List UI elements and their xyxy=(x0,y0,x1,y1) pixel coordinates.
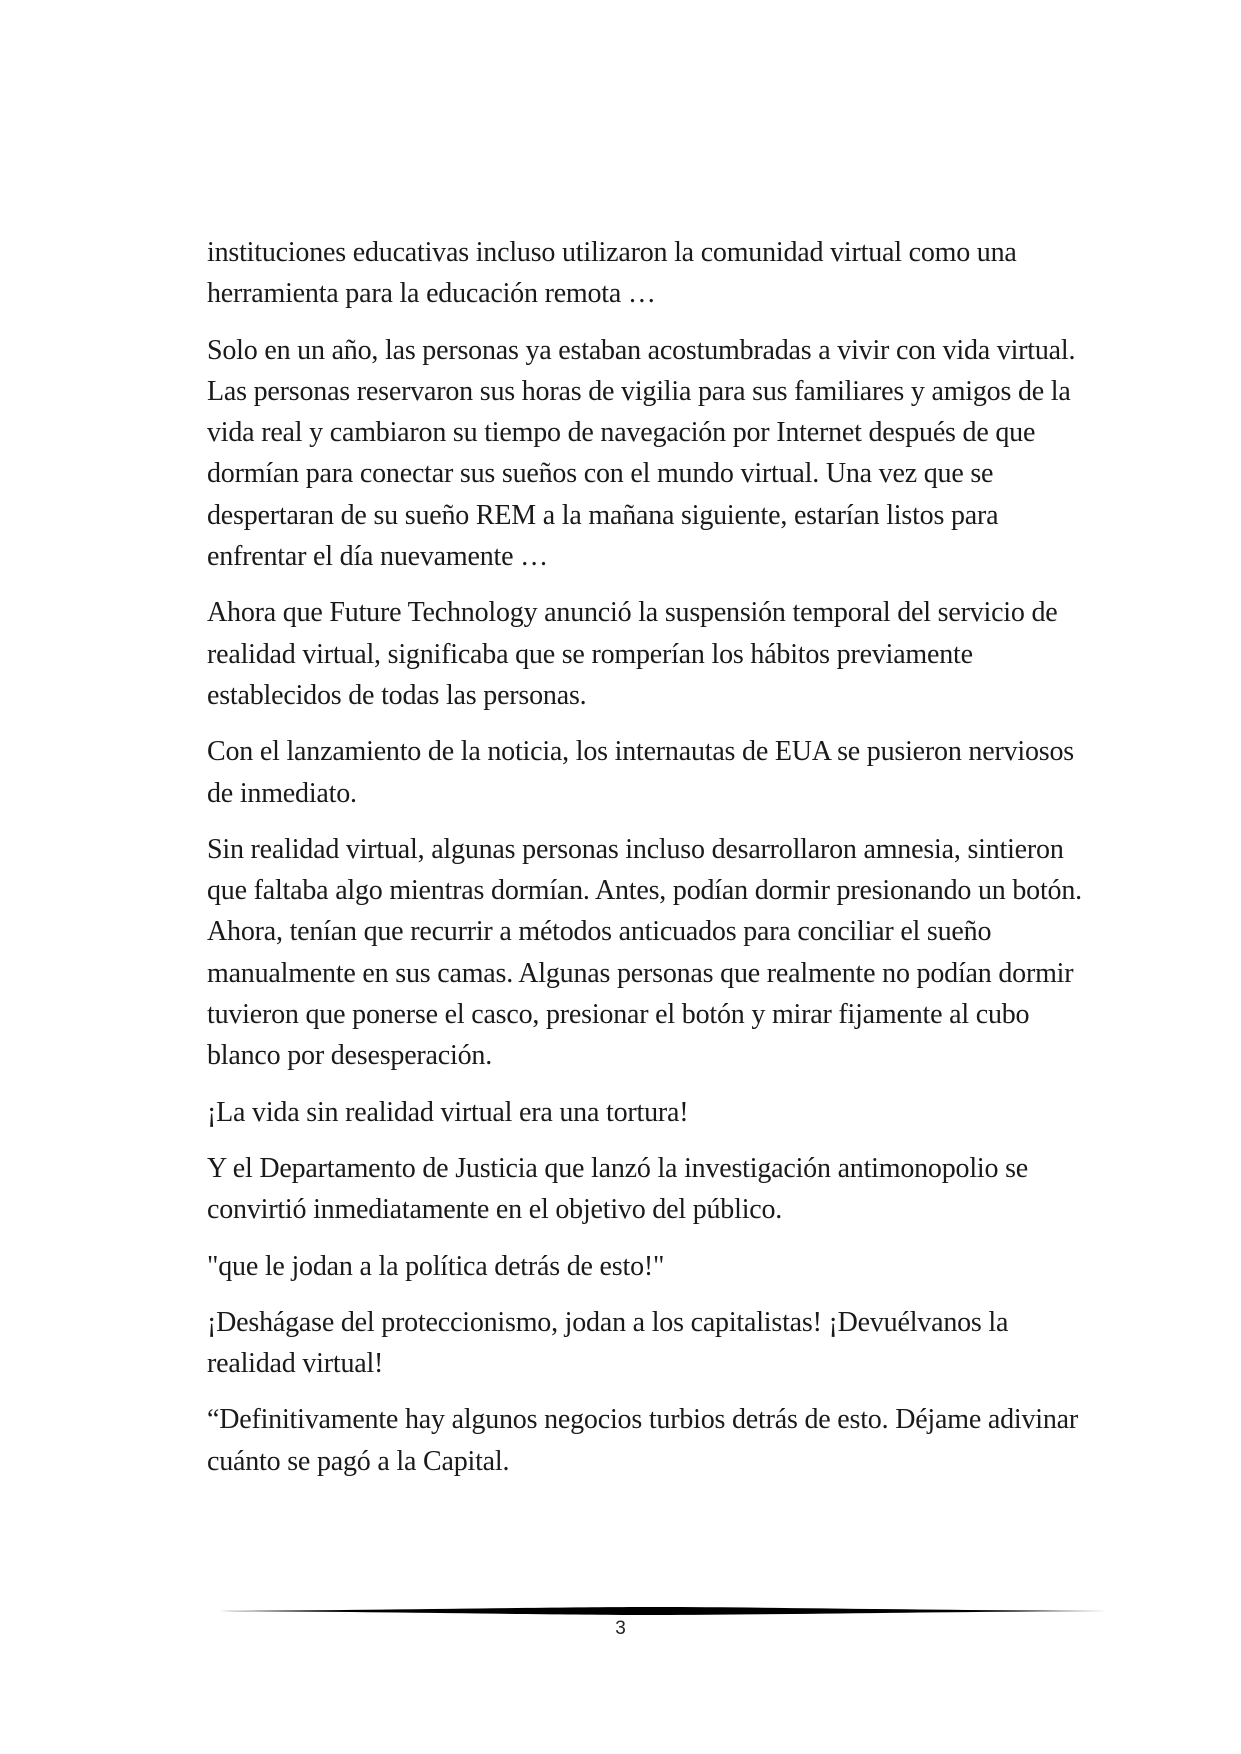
paragraph-6: ¡La vida sin realidad virtual era una tortura! xyxy=(207,1096,689,1128)
paragraph-1: instituciones educativas incluso utilizaron la comunidad virtual como una herramienta para la educación remota … xyxy=(207,237,1017,310)
page-number: 3 xyxy=(615,1618,626,1639)
footer-divider xyxy=(207,1605,1107,1617)
paragraph-4: Con el lanzamiento de la noticia, los internautas de EUA se pusieron nerviosos de inmediato. xyxy=(207,736,1074,809)
paragraph-9: ¡Deshágase del proteccionismo, jodan a los capitalistas! ¡Devuélvanos la realidad virtual! xyxy=(207,1306,1009,1380)
body-text xyxy=(207,232,1087,1497)
paragraph-10: “Definitivamente hay algunos negocios turbios detrás de esto. Déjame adivinar cuánto se pagó a la Capital. xyxy=(207,1404,1078,1477)
paragraph-8: "que le jodan a la política detrás de esto!" xyxy=(207,1250,665,1282)
paragraph-7: Y el Departamento de Justicia que lanzó la investigación antimonopolio se convirtió inmediatamente en el objetivo del público. xyxy=(207,1152,1029,1226)
paragraph-5: Sin realidad virtual, algunas personas incluso desarrollaron amnesia, sintieron que faltaba algo mientras dormían. Antes, podían dormir presionando un botón. Ahora, tenían que recurrir a métodos anticuados para conciliar el sueño manualmente en sus camas. Algunas personas que realmente no podían dormir tuvieron que ponerse el casco, presionar el botón y mirar fijamente al cubo blanco por desesperación. xyxy=(207,833,1082,1072)
paragraph-3: Ahora que Future Technology anunció la suspensión temporal del servicio de realidad virtual, significaba que se romperían los hábitos previamente establecidos de todas las personas. xyxy=(207,597,1058,711)
paragraph-2: Solo en un año, las personas ya estaban acostumbradas a vivir con vida virtual. Las personas reservaron sus horas de vigilia para sus familiares y amigos de la vida real y cambiaron su tiempo de navegación por Internet después de que dormían para conectar sus sueños con el mundo virtual. Una vez que se despertaran de su sueño REM a la mañana siguiente, estarían listos para enfrentar el día nuevamente … xyxy=(207,334,1076,573)
